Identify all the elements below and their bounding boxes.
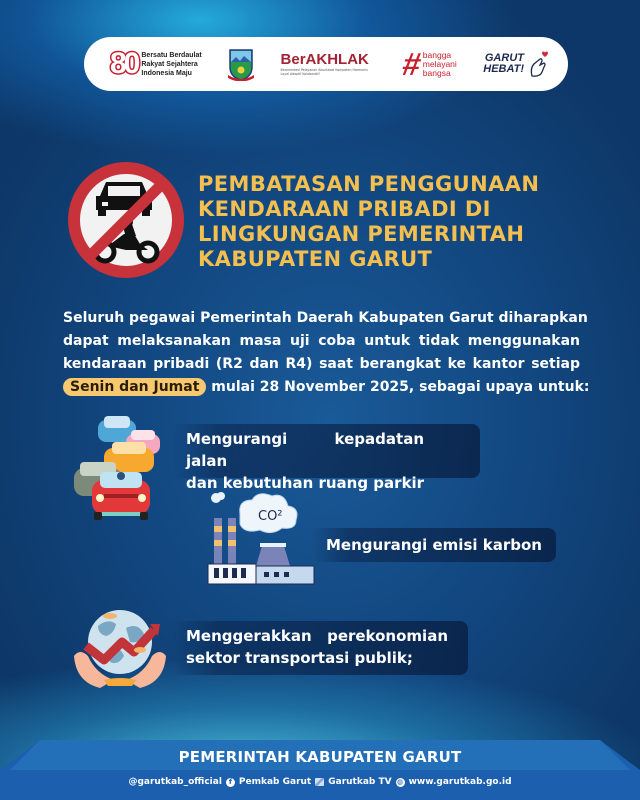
benefit-text: sektor transportasi publik;: [186, 649, 413, 667]
tv-icon: [315, 778, 324, 786]
benefit-text: Mengurangi kepadatan jalan: [186, 430, 424, 470]
benefit-text: Mengurangi emisi karbon: [326, 536, 542, 554]
tagline-line: Bersatu Berdaulat: [141, 51, 202, 59]
garut-hebat-logo: [483, 50, 550, 78]
svg-text:CO²: CO²: [258, 509, 283, 524]
berakhlak-logo: [281, 52, 377, 75]
intro-line-last: [63, 376, 590, 399]
logo-80-anniversary: [110, 49, 202, 79]
benefit-text: dan kebutuhan ruang parkir: [186, 474, 425, 492]
benefit-card-traffic: [172, 424, 480, 492]
factory-co2-icon: [204, 488, 322, 586]
facebook-link[interactable]: Pemkab Garut: [238, 777, 312, 787]
intro-line: kendaraan pribadi (R2 dan R4) saat berangkat ke kantor setiap: [63, 356, 580, 372]
bangga-word: bangga: [422, 49, 452, 60]
bangga-word: bangsa: [422, 67, 451, 78]
intro-line-rest: mulai 28 November 2025, sebagai upaya untuk:: [206, 379, 590, 395]
logo-80-number: 80: [110, 47, 138, 80]
garut-hebat-line: GARUT: [484, 52, 524, 64]
headline-line: LINGKUNGAN PEMERINTAH: [198, 222, 525, 246]
garut-hebat-line: HEBAT!: [483, 63, 524, 75]
hashtag-icon: #: [399, 46, 424, 82]
benefit-card-economy: [172, 621, 468, 675]
headline-line: KENDARAAN PRIBADI DI: [198, 197, 491, 221]
tv-link[interactable]: Garutkab TV: [328, 777, 392, 787]
no-private-vehicle-sign-icon: [68, 162, 184, 278]
intro-line: Seluruh pegawai Pemerintah Daerah Kabupaten Garut diharapkan: [63, 310, 588, 326]
benefit-card-emission: [312, 528, 556, 562]
benefit-text: Menggerakkan perekonomian: [186, 627, 448, 645]
berakhlak-title: BerAKHLAK: [280, 51, 369, 69]
finger-heart-icon: [528, 50, 550, 78]
highlight-days-badge: Senin dan Jumat: [63, 378, 206, 396]
headline-line: PEMBATASAN PENGGUNAAN: [198, 172, 540, 196]
berakhlak-subtitle: Berorientasi Pelayanan Akuntabel Kompeten Harmonis Loyal Adaptif Kolaboratif: [280, 68, 368, 76]
bangga-word: melayani: [422, 58, 457, 69]
footer-title: PEMERINTAH KABUPATEN GARUT: [178, 748, 462, 766]
intro-line: dapat melaksanakan masa uji coba untuk tidak menggunakan: [63, 333, 580, 349]
bangga-melayani-bangsa-logo: [399, 46, 457, 82]
tagline-line: Rakyat Sejahtera: [141, 60, 198, 68]
headline-line: KABUPATEN GARUT: [198, 247, 433, 271]
logo-80-tagline: [141, 51, 201, 78]
website-link[interactable]: www.garutkab.go.id: [408, 777, 512, 787]
web-icon: ◍: [397, 778, 404, 786]
traffic-jam-cars-icon: [68, 412, 172, 528]
garut-regency-crest-icon: [228, 47, 254, 81]
logo-bar: [84, 37, 568, 91]
footer-links: [0, 777, 640, 787]
intro-paragraph: [63, 307, 590, 399]
headline: [198, 172, 608, 272]
garut-hebat-text: [483, 53, 524, 75]
tagline-line: Indonesia Maju: [141, 69, 192, 77]
facebook-icon: f: [226, 778, 235, 787]
instagram-link[interactable]: @garutkab_official: [128, 777, 222, 787]
globe-economy-hands-icon: [70, 604, 170, 688]
bangga-words: [423, 51, 457, 78]
